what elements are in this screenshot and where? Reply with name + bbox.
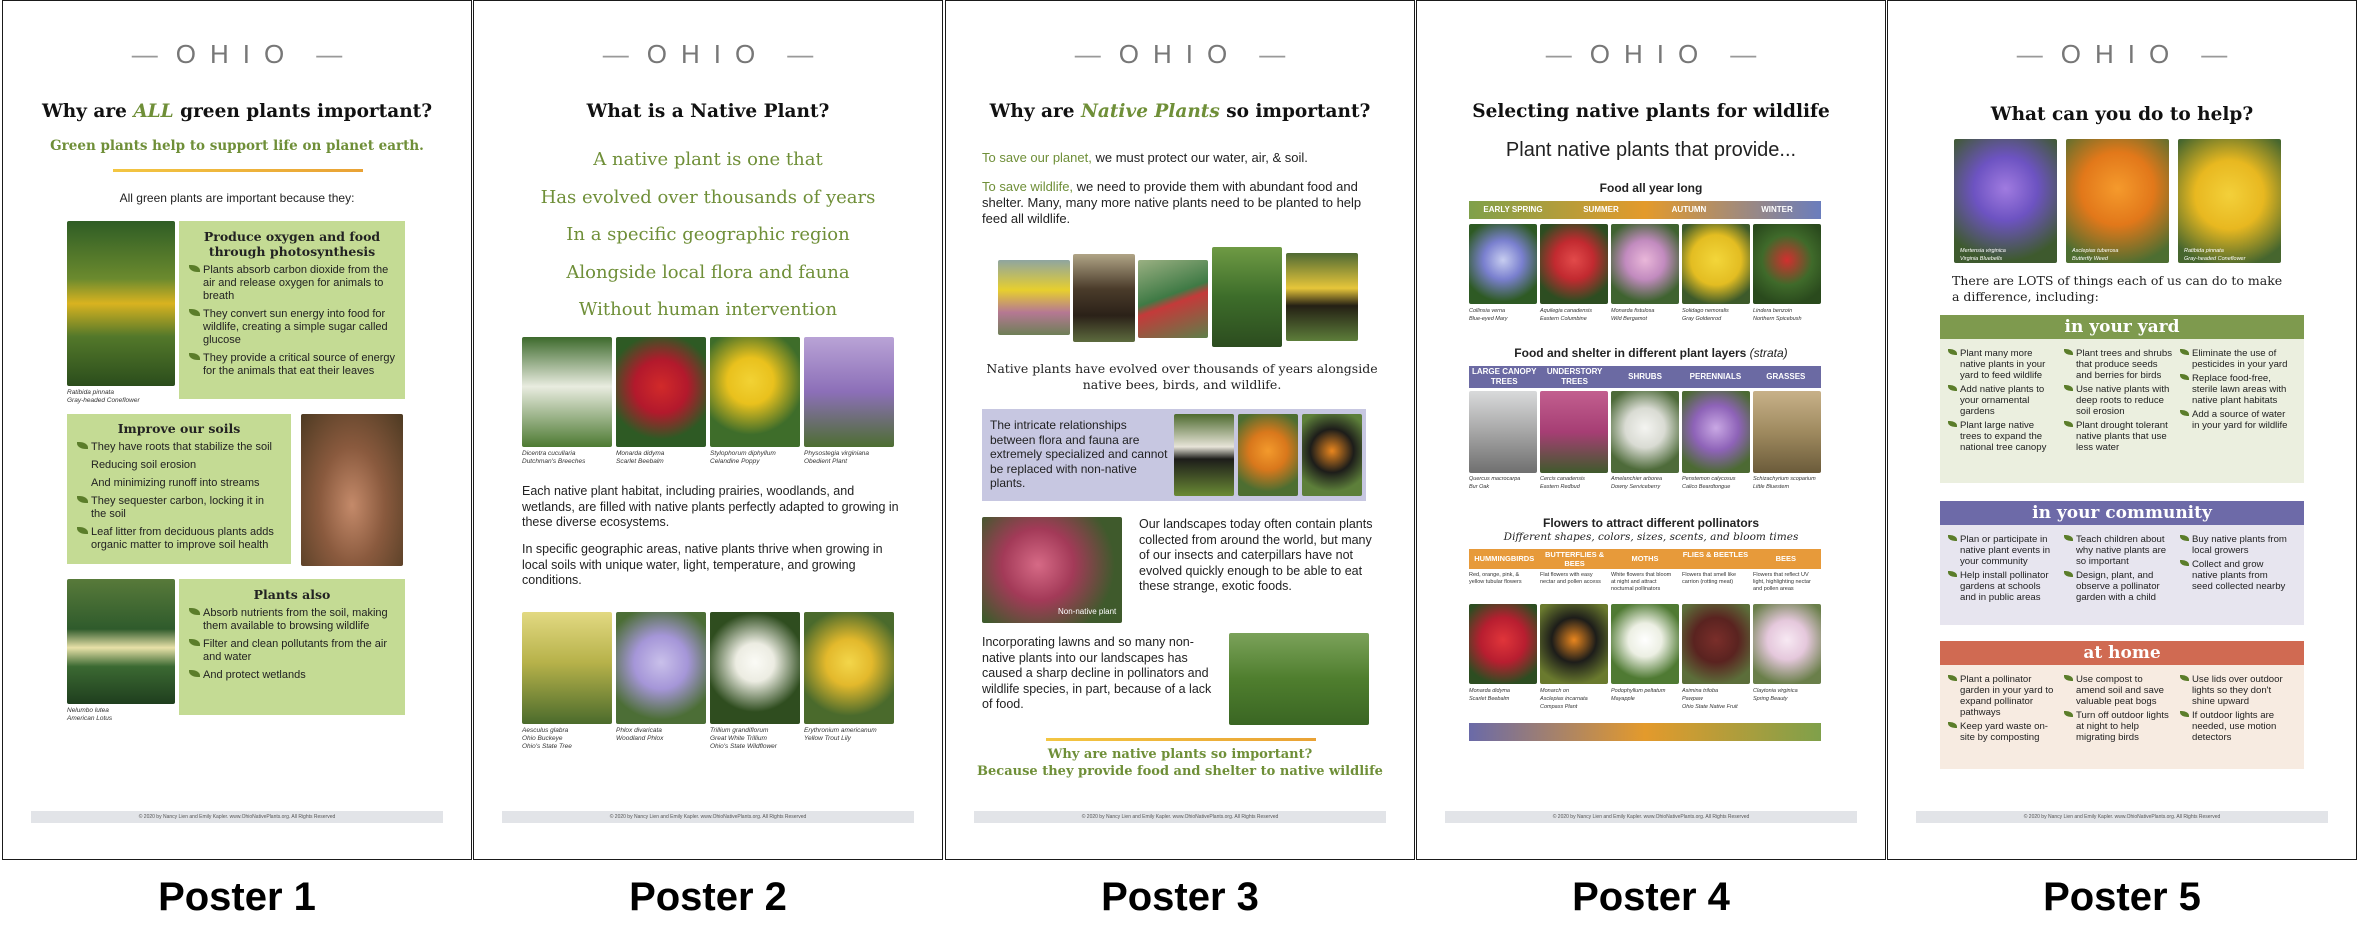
definition-line: Alongside local flora and fauna [566,261,850,283]
layer-label: UNDERSTORY TREES [1546,367,1603,386]
season-label: AUTUMN [1671,205,1707,214]
monarch-caterpillar-photo [1174,414,1234,496]
leaf-icon [1948,535,1957,541]
ohio-header [1417,39,1885,70]
pollinator-desc: Flowers that smell like carrion (rotting meat) [1682,572,1737,585]
season-label: WINTER [1761,205,1793,214]
leaf-icon [2064,571,2073,577]
save-wildlife-text: To save wildlife, we need to provide them with abundant food and shelter. Many, many more native plants need to be planted to help feed all wildlife. [982,179,1362,226]
bullet: Eliminate the use of pesticides in your yard [2180,348,2290,370]
blue-eyed-mary-photo [1469,224,1537,304]
photo-caption: Mertensia virginica Virginia Bluebells [1960,248,2006,262]
poster-label: Poster 2 [629,875,787,919]
home-heading: at home [1940,641,2304,665]
home-section [1940,665,2304,769]
leaf-icon [77,527,88,534]
layer-label: SHRUBS [1628,372,1662,381]
leaf-icon [2180,711,2189,717]
section-heading: Flowers to attract different pollinators [1542,516,1760,530]
bullet: Add native plants to your ornamental gardens [1948,384,2058,417]
definition-line: Has evolved over thousands of years [540,186,876,208]
leaf-icon [2180,560,2189,566]
poster-label: Poster 4 [1572,875,1730,919]
poster-title: What is a Native Plant? [586,101,830,122]
community-column [2180,531,2296,619]
photo-caption: Nelumbo lutea American Lotus [67,707,113,722]
ohio-word: OHIO [646,39,770,69]
section-heading: Food all year long [1599,181,1703,195]
columbine-photo [1540,224,1608,304]
footer-bar: © 2020 by Nancy Lien and Emily Kapler. www.OhioNativePlants.org. All Rights Reserved [1916,811,2328,823]
habitat-paragraph: Each native plant habitat, including prairies, woodlands, and wetlands, are filled with native plants perfectly adapted to growing in these diverse ecosystems. [522,484,899,529]
bullet: They have roots that stabilize the soil [77,441,281,454]
photo-caption: Podophyllum peltatum Mayapple [1611,688,1666,702]
section-heading: Food and shelter in different plant layers (strata) [1514,346,1788,360]
caterpillar-photo [1212,247,1282,347]
section-subheading: Different shapes, colors, sizes, scents, and bloom times [1503,531,1799,543]
leaf-icon [189,265,200,272]
leaf-icon [1948,421,1957,427]
pawpaw-photo [1682,604,1750,684]
lawns-text: Incorporating lawns and so many non- native plants into our landscapes has caused a sharp decline in pollinators and wildlife species, in part, because of a lack of food. [982,635,1212,711]
leaf-icon [2180,410,2189,416]
wild-bergamot-photo [1611,224,1679,304]
poster-1 [2,0,472,860]
lawn-photo [1229,633,1369,725]
ohio-header [3,39,471,70]
pollinator-desc: Red, orange, pink, & yellow tubular flowers [1469,572,1522,585]
box-heading: Produce oxygen and food through photosynthesis [203,229,381,259]
community-heading: in your community [1940,501,2304,525]
dash: — [1545,39,1572,69]
ohio-word: OHIO [2060,39,2184,69]
box-heading: Plants also [253,587,331,602]
bullet: Plants absorb carbon dioxide from the air and release oxygen for animals to breath [189,264,395,303]
leaf-icon [2064,349,2073,355]
footer-bar: © 2020 by Nancy Lien and Emily Kapler. www.OhioNativePlants.org. All Rights Reserved [1445,811,1857,823]
layer-label: GRASSES [1766,372,1806,381]
poster-label: Poster 5 [2043,875,2201,919]
bullet: Use compost to amend soil and save valuable peat bogs [2064,674,2174,707]
leaf-icon [189,353,200,360]
bullet: They convert sun energy into food for wildlife, creating a simple sugar called glucose [189,308,395,347]
swallowtail-photo [1286,253,1358,341]
redbud-photo [1540,391,1608,473]
leaf-icon [189,670,200,677]
accent-rule [1046,738,1316,741]
dash: — [2201,39,2228,69]
definition-line: A native plant is one that [593,149,823,170]
dutchmans-breeches-photo [522,337,612,447]
bullet: Plan or participate in native plant events in your community [1948,534,2058,567]
poster-title: Why are ALL green plants important? [41,101,433,122]
photo-caption: Stylophorum diphyllum Celandine Poppy [710,450,776,465]
layer-label: LARGE CANOPY TREES [1471,367,1537,386]
poster-title: Selecting native plants for wildlife [1472,101,1830,122]
poster-label: Poster 1 [158,875,316,919]
photo-caption: Dicentra cucullaria Dutchman's Breeches [522,450,586,465]
woodland-phlox-photo [616,612,706,724]
coneflower-photo [67,221,175,386]
poster-3 [945,0,1415,860]
leaf-icon [2180,374,2189,380]
season-bar [1469,201,1821,219]
leaf-icon [2180,675,2189,681]
yard-heading: in your yard [1940,315,2304,339]
evolved-text: Native plants have evolved over thousands of years alongside native bees, birds, and wildlife. [986,361,1378,392]
butterfly-weed-photo [2066,139,2169,263]
bullet: Teach children about why native plants are so important [2064,534,2174,567]
yard-column [1948,345,2064,477]
plain-line: And minimizing runoff into streams [91,477,260,489]
trout-lily-photo [804,612,894,724]
leaf-icon [1948,349,1957,355]
bullet: Replace food-free, sterile lawn areas with native plant habitats [2180,373,2290,406]
photo-caption: Aquilegia canadensis Eastern Columbine [1540,308,1592,322]
season-label: SUMMER [1583,205,1619,214]
bullet: Use lids over outdoor lights so they don't shine upward [2180,674,2290,707]
pollinator-desc: Flowers that reflect UV light, highlighting nectar and pollen areas [1753,572,1811,592]
leaf-icon [1948,722,1957,728]
answer-text: Because they provide food and shelter to native wildlife [977,764,1383,779]
bullet: Turn off outdoor lights at night to help migrating birds [2064,710,2174,743]
photo-caption: Asimina triloba Pawpaw Ohio State Native Fruit [1682,688,1738,710]
beebalm-photo [1469,604,1537,684]
coneflower-photo [2178,139,2281,263]
poster-subtitle: Green plants help to support life on planet earth. [50,138,424,154]
photo-caption: Trillium grandiflorum Great White Trillium Ohio's State Wildflower [710,727,777,750]
photo-caption: Penstemon calycosus Calico Beardtongue [1682,476,1736,490]
bur-oak-photo [1469,391,1537,473]
footer-bar: © 2020 by Nancy Lien and Emily Kapler. www.OhioNativePlants.org. All Rights Reserved [974,811,1386,823]
hummingbird-photo [1138,260,1208,338]
photo-caption: Solidago nemoralis Gray Goldenrod [1682,308,1729,322]
spicebush-photo [1753,224,1821,304]
poster-label: Poster 3 [1101,875,1259,919]
hands-soil-photo [301,414,403,566]
ohio-word: OHIO [175,39,299,69]
bullet: Buy native plants from local growers [2180,534,2290,556]
pollinator-desc: Flat flowers with easy nectar and pollen access [1540,572,1601,585]
leaf-icon [2180,535,2189,541]
home-column [2064,671,2180,763]
pollinator-bar [1469,549,1821,569]
dash: — [602,39,629,69]
leaf-icon [77,442,88,449]
bullet: Plant a pollinator garden in your yard to expand pollinator pathways [1948,674,2058,718]
photo-caption: Cercis canadensis Eastern Redbud [1540,476,1585,490]
footer-bar: © 2020 by Nancy Lien and Emily Kapler. www.OhioNativePlants.org. All Rights Reserved [31,811,443,823]
little-bluestem-photo [1753,391,1821,473]
obedient-plant-photo [804,337,894,447]
poster-title: Why are Native Plants so important? [989,101,1371,122]
photo-caption: Amelanchier arborea Downy Serviceberry [1611,476,1663,490]
bullet: Plant many more native plants in your yard to feed wildlife [1948,348,2058,381]
monarch-butterfly-photo [1302,414,1362,496]
community-section [1940,525,2304,625]
photo-caption: Schizachyrium scoparium Little Bluestem [1753,476,1816,490]
poster-2 [473,0,943,860]
leaf-icon [2064,385,2073,391]
dash: — [787,39,814,69]
pollinator-label: BEES [1775,554,1797,563]
leaf-icon [1948,571,1957,577]
leaf-icon [2064,711,2073,717]
yard-section [1940,339,2304,483]
community-column [1948,531,2064,619]
photo-caption: Monarda didyma Scarlet Beebalm [616,450,665,465]
bullet: Collect and grow native plants from seed collected nearby [2180,559,2290,592]
layer-label: PERENNIALS [1689,372,1742,381]
scarlet-beebalm-photo [616,337,706,447]
question-text: Why are native plants so important? [1047,747,1313,762]
bullet: Add a source of water in your yard for wildlife [2180,409,2290,431]
bullet: Absorb nutrients from the soil, making them available to browsing wildlife [189,607,395,633]
great-white-trillium-photo [710,612,800,724]
photo-caption: Erythronium americanum Yellow Trout Lily [804,727,877,742]
photo-caption: Monarda fistulosa Wild Bergamot [1611,308,1655,322]
leaf-icon [189,639,200,646]
photo-caption: Phlox divaricata Woodland Phlox [616,727,664,742]
poster-subtitle: Plant native plants that provide... [1505,139,1797,161]
photo-caption: Ratibida pinnata Gray-headed Coneflower [67,389,140,404]
intricate-box [982,409,1366,501]
poster-5 [1887,0,2357,860]
leaf-icon [189,608,200,615]
definition-line: In a specific geographic region [566,224,850,245]
pollinator-label: BUTTERFLIES & BEES [1545,550,1605,568]
leaf-icon [2064,675,2073,681]
photo-caption: Aesculus glabra Ohio Buckeye Ohio's State Tree [522,727,572,750]
pollinator-label: FLIES & BEETLES [1682,550,1749,559]
photo-caption: Quercus macrocarpa Bur Oak [1469,476,1521,490]
poster-title: What can you do to help? [1990,104,2254,125]
bullet: Keep yard waste on-site by composting [1948,721,2058,743]
spring-beauty-photo [1753,604,1821,684]
intro-text: All green plants are important because they: [119,191,355,205]
bullet: And protect wetlands [189,669,395,682]
leaf-icon [2064,421,2073,427]
box-heading: Improve our soils [117,421,241,436]
gradient-bar [1469,723,1821,741]
ohio-word: OHIO [1589,39,1713,69]
bullet: They provide a critical source of energy for the animals that eat their leaves [189,352,395,378]
beardtongue-photo [1682,391,1750,473]
bullet: If outdoor lights are needed, use motion detectors [2180,710,2290,743]
plants-also-box [179,579,405,715]
monarch-photo [1540,604,1608,684]
leaf-icon [1948,385,1957,391]
photo-caption: Asclepias tuberosa Butterfly Weed [2072,248,2119,262]
bullet: Design, plant, and observe a pollinator garden with a child [2064,570,2174,603]
intro-text: There are LOTS of things each of us can do to make a difference, including: [1952,273,2283,304]
pollinator-desc: White flowers that bloom at night and attract nocturnal pollinators [1611,572,1672,592]
goldenrod-photo [1682,224,1750,304]
season-label: EARLY SPRING [1483,205,1543,214]
dash: — [1074,39,1101,69]
photo-caption: Collinsia verna Blue-eyed Mary [1469,308,1508,322]
poster-4 [1416,0,1886,860]
celandine-poppy-photo [710,337,800,447]
bullet: Plant drought tolerant native plants that use less water [2064,420,2174,453]
photo-caption: Physostegia virginiana Obedient Plant [804,450,870,465]
landscapes-text: Our landscapes today often contain plants collected from around the world, but many of our insects and caterpillars have not evolved quickly enough to be able to eat these strange, exotic foods. [1139,517,1373,593]
bullet: Use native plants with deep roots to reduce soil erosion [2064,384,2174,417]
bluebells-photo [1954,139,2057,263]
dash: — [1730,39,1757,69]
native-definition [474,141,942,329]
plain-line: Reducing soil erosion [91,459,197,471]
leaf-icon [2064,535,2073,541]
lotus-photo [67,579,175,704]
community-column [2064,531,2180,619]
ohio-header [474,39,942,70]
save-planet-text: To save our planet, we must protect our water, air, & soil. [982,150,1308,165]
dash: — [2016,39,2043,69]
photo-caption: Claytonia virginica Spring Beauty [1753,688,1798,702]
dash: — [1259,39,1286,69]
ohio-header [1888,39,2356,70]
dash: — [131,39,158,69]
definition-line: Without human intervention [578,299,838,320]
goldfinch-photo [998,260,1070,335]
ohio-header [946,39,1414,70]
bullet: Plant trees and shrubs that produce seeds and berries for birds [2064,348,2174,381]
mayapple-photo [1611,604,1679,684]
photosynthesis-box [179,221,405,399]
photo-caption: Ratibida pinnata Gray-headed Coneflower [2184,248,2246,262]
leaf-icon [1948,675,1957,681]
yard-column [2180,345,2296,477]
footer-bar: © 2020 by Nancy Lien and Emily Kapler. www.OhioNativePlants.org. All Rights Reserved [502,811,914,823]
leaf-icon [77,496,88,503]
bullet: Help install pollinator gardens at schools and in public areas [1948,570,2058,603]
butterfly-weed-photo [1238,414,1298,496]
bullet: Plant large native trees to expand the national tree canopy [1948,420,2058,453]
soils-box [67,414,291,564]
geographic-paragraph: In specific geographic areas, native plants thrive when growing in local soils with unique water, light, temperature, and growing conditions. [522,542,883,587]
photo-caption: Lindera benzoin Northern Spicebush [1753,308,1802,322]
intricate-text: The intricate relationships between flora and fauna are extremely specialized and cannot be replaced with non-native plants. [990,418,1168,490]
pollinator-label: MOTHS [1631,554,1659,563]
home-column [2180,671,2296,763]
ohio-buckeye-photo [522,612,612,724]
dash: — [316,39,343,69]
photo-caption: Monarda didyma Scarlet Beebalm [1469,688,1510,702]
layer-bar [1469,366,1821,388]
accent-rule [113,169,363,172]
serviceberry-photo [1611,391,1679,473]
yard-column [2064,345,2180,477]
pollinator-label: HUMMINGBIRDS [1474,554,1535,563]
ohio-word: OHIO [1118,39,1242,69]
photo-caption: Non-native plant [1058,607,1117,616]
home-column [1948,671,2064,763]
bullet: They sequester carbon, locking it in the soil [77,495,281,521]
leaf-icon [189,309,200,316]
bullet: Leaf litter from deciduous plants adds organic matter to improve soil health [77,526,281,552]
bullet: Filter and clean pollutants from the air and water [189,638,395,664]
turkey-photo [1073,254,1135,342]
photo-caption: Monarch on Asclepias incarnata Compass Plant [1540,688,1588,710]
leaf-icon [2180,349,2189,355]
